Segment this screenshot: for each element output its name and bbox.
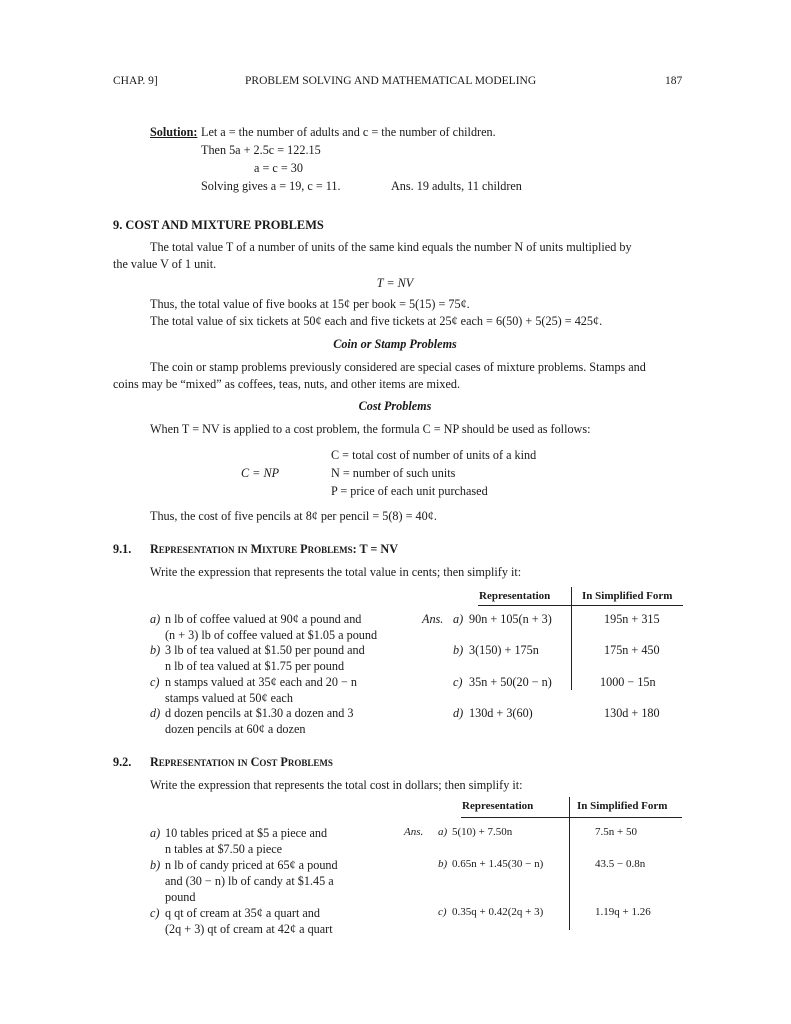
- problem-92-title: Representation in Cost Problems: [150, 755, 333, 769]
- coin-para-line-2: coins may be “mixed” as coffees, teas, nuts, and other items are mixed.: [113, 377, 461, 391]
- page-number: 187: [665, 75, 683, 87]
- p92-item-b-rep-letter: b): [438, 858, 448, 870]
- running-title: PROBLEM SOLVING AND MATHEMATICAL MODELING: [245, 75, 537, 87]
- cost-problems-heading: Cost Problems: [358, 399, 432, 413]
- p92-item-c-desc-1: q qt of cream at 35¢ a quart and: [165, 906, 320, 920]
- p91-item-a-simplified: 195n + 315: [604, 612, 660, 626]
- p91-item-b-letter: b): [150, 643, 161, 657]
- p91-item-b-desc-2: n lb of tea valued at $1.75 per pound: [165, 659, 345, 673]
- p92-item-a-representation: 5(10) + 7.50n: [452, 826, 513, 838]
- p91-item-c-rep-letter: c): [453, 675, 463, 689]
- section-heading: 9. COST AND MIXTURE PROBLEMS: [113, 218, 324, 232]
- p91-item-c-letter: c): [150, 675, 160, 689]
- p92-item-a-desc-1: 10 tables priced at $5 a piece and: [165, 826, 328, 840]
- p91-item-d-representation: 130d + 3(60): [469, 706, 533, 720]
- solution-answer: Ans. 19 adults, 11 children: [391, 179, 522, 193]
- p91-item-a-letter: a): [150, 612, 161, 626]
- p91-col-representation: Representation: [479, 590, 551, 602]
- p91-header-rule: [478, 605, 683, 606]
- p91-item-c-desc-2: stamps valued at 50¢ each: [165, 691, 293, 705]
- problem-91-number: 9.1.: [113, 542, 132, 556]
- p91-item-d-letter: d): [150, 706, 161, 720]
- p92-item-c-simplified: 1.19q + 1.26: [595, 906, 651, 918]
- cost-def-n: N = number of such units: [331, 466, 456, 480]
- p92-item-b-letter: b): [150, 858, 161, 872]
- p92-item-a-rep-letter: a): [438, 826, 448, 838]
- p92-item-a-letter: a): [150, 826, 161, 840]
- solution-line-2: Then 5a + 2.5c = 122.15: [201, 143, 321, 157]
- coin-para-line-1: The coin or stamp problems previously considered are special cases of mixture problems. Stamps and: [150, 360, 646, 374]
- p91-item-c-representation: 35n + 50(20 − n): [469, 675, 552, 689]
- section-para-1-line-2: the value V of 1 unit.: [113, 257, 217, 271]
- p92-ans-label: Ans.: [404, 826, 424, 838]
- p91-item-d-simplified: 130d + 180: [604, 706, 660, 720]
- problem-92-number: 9.2.: [113, 755, 132, 769]
- p91-item-a-representation: 90n + 105(n + 3): [469, 612, 552, 626]
- p92-item-c-rep-letter: c): [438, 906, 447, 918]
- problem-91-title: Representation in Mixture Problems: T = NV: [150, 542, 399, 556]
- solution-label: Solution:: [150, 125, 198, 139]
- p92-item-c-representation: 0.35q + 0.42(2q + 3): [452, 906, 544, 918]
- p92-item-b-desc-2: and (30 − n) lb of candy at $1.45 a: [165, 874, 334, 888]
- p92-col-simplified: In Simplified Form: [577, 800, 668, 812]
- p91-column-divider: [571, 587, 572, 690]
- cost-def-p: P = price of each unit purchased: [331, 484, 488, 498]
- p91-item-b-representation: 3(150) + 175n: [469, 643, 539, 657]
- example-books: Thus, the total value of five books at 15¢ per book = 5(15) = 75¢.: [150, 297, 470, 311]
- p91-item-b-desc-1: 3 lb of tea valued at $1.50 per pound and: [165, 643, 365, 657]
- solution-line-3: a = c = 30: [254, 161, 303, 175]
- p92-item-a-simplified: 7.5n + 50: [595, 826, 637, 838]
- cost-para: When T = NV is applied to a cost problem, the formula C = NP should be used as follows:: [150, 422, 591, 436]
- p92-item-c-desc-2: (2q + 3) qt of cream at 42¢ a quart: [165, 922, 333, 936]
- p91-item-d-rep-letter: d): [453, 706, 464, 720]
- p92-item-b-desc-3: pound: [165, 890, 196, 904]
- p92-item-b-representation: 0.65n + 1.45(30 − n): [452, 858, 544, 870]
- p92-header-rule: [461, 817, 682, 818]
- p92-item-b-desc-1: n lb of candy priced at 65¢ a pound: [165, 858, 338, 872]
- chapter-label: CHAP. 9]: [113, 75, 158, 87]
- p91-ans-label: Ans.: [422, 612, 444, 626]
- cost-def-c: C = total cost of number of units of a kind: [331, 448, 537, 462]
- cost-formula: C = NP: [241, 466, 280, 480]
- p91-item-a-desc-1: n lb of coffee valued at 90¢ a pound and: [165, 612, 362, 626]
- formula-tnv: T = NV: [376, 276, 414, 290]
- cost-example: Thus, the cost of five pencils at 8¢ per pencil = 5(8) = 40¢.: [150, 509, 437, 523]
- p91-item-a-rep-letter: a): [453, 612, 464, 626]
- p91-item-a-desc-2: (n + 3) lb of coffee valued at $1.05 a pound: [165, 628, 378, 642]
- p91-item-b-simplified: 175n + 450: [604, 643, 660, 657]
- problem-92-instruction: Write the expression that represents the total cost in dollars; then simplify it:: [150, 778, 523, 792]
- section-para-1-line-1: The total value T of a number of units of the same kind equals the number N of units multiplied by: [150, 240, 632, 254]
- p91-col-simplified: In Simplified Form: [582, 590, 673, 602]
- coin-stamp-heading: Coin or Stamp Problems: [333, 337, 457, 351]
- p92-item-a-desc-2: n tables at $7.50 a piece: [165, 842, 283, 856]
- example-tickets: The total value of six tickets at 50¢ each and five tickets at 25¢ each = 6(50) + 5(25) = 425¢.: [150, 314, 603, 328]
- solution-line-1: Let a = the number of adults and c = the number of children.: [201, 125, 496, 139]
- p92-col-representation: Representation: [462, 800, 534, 812]
- p92-column-divider: [569, 797, 570, 930]
- p91-item-c-simplified: 1000 − 15n: [600, 675, 656, 689]
- problem-91-instruction: Write the expression that represents the total value in cents; then simplify it:: [150, 565, 522, 579]
- p91-item-c-desc-1: n stamps valued at 35¢ each and 20 − n: [165, 675, 358, 689]
- p91-item-d-desc-2: dozen pencils at 60¢ a dozen: [165, 722, 306, 736]
- p92-item-c-letter: c): [150, 906, 160, 920]
- solution-line-4: Solving gives a = 19, c = 11.: [201, 179, 341, 193]
- p92-item-b-simplified: 43.5 − 0.8n: [595, 858, 646, 870]
- p91-item-d-desc-1: d dozen pencils at $1.30 a dozen and 3: [165, 706, 354, 720]
- p91-item-b-rep-letter: b): [453, 643, 464, 657]
